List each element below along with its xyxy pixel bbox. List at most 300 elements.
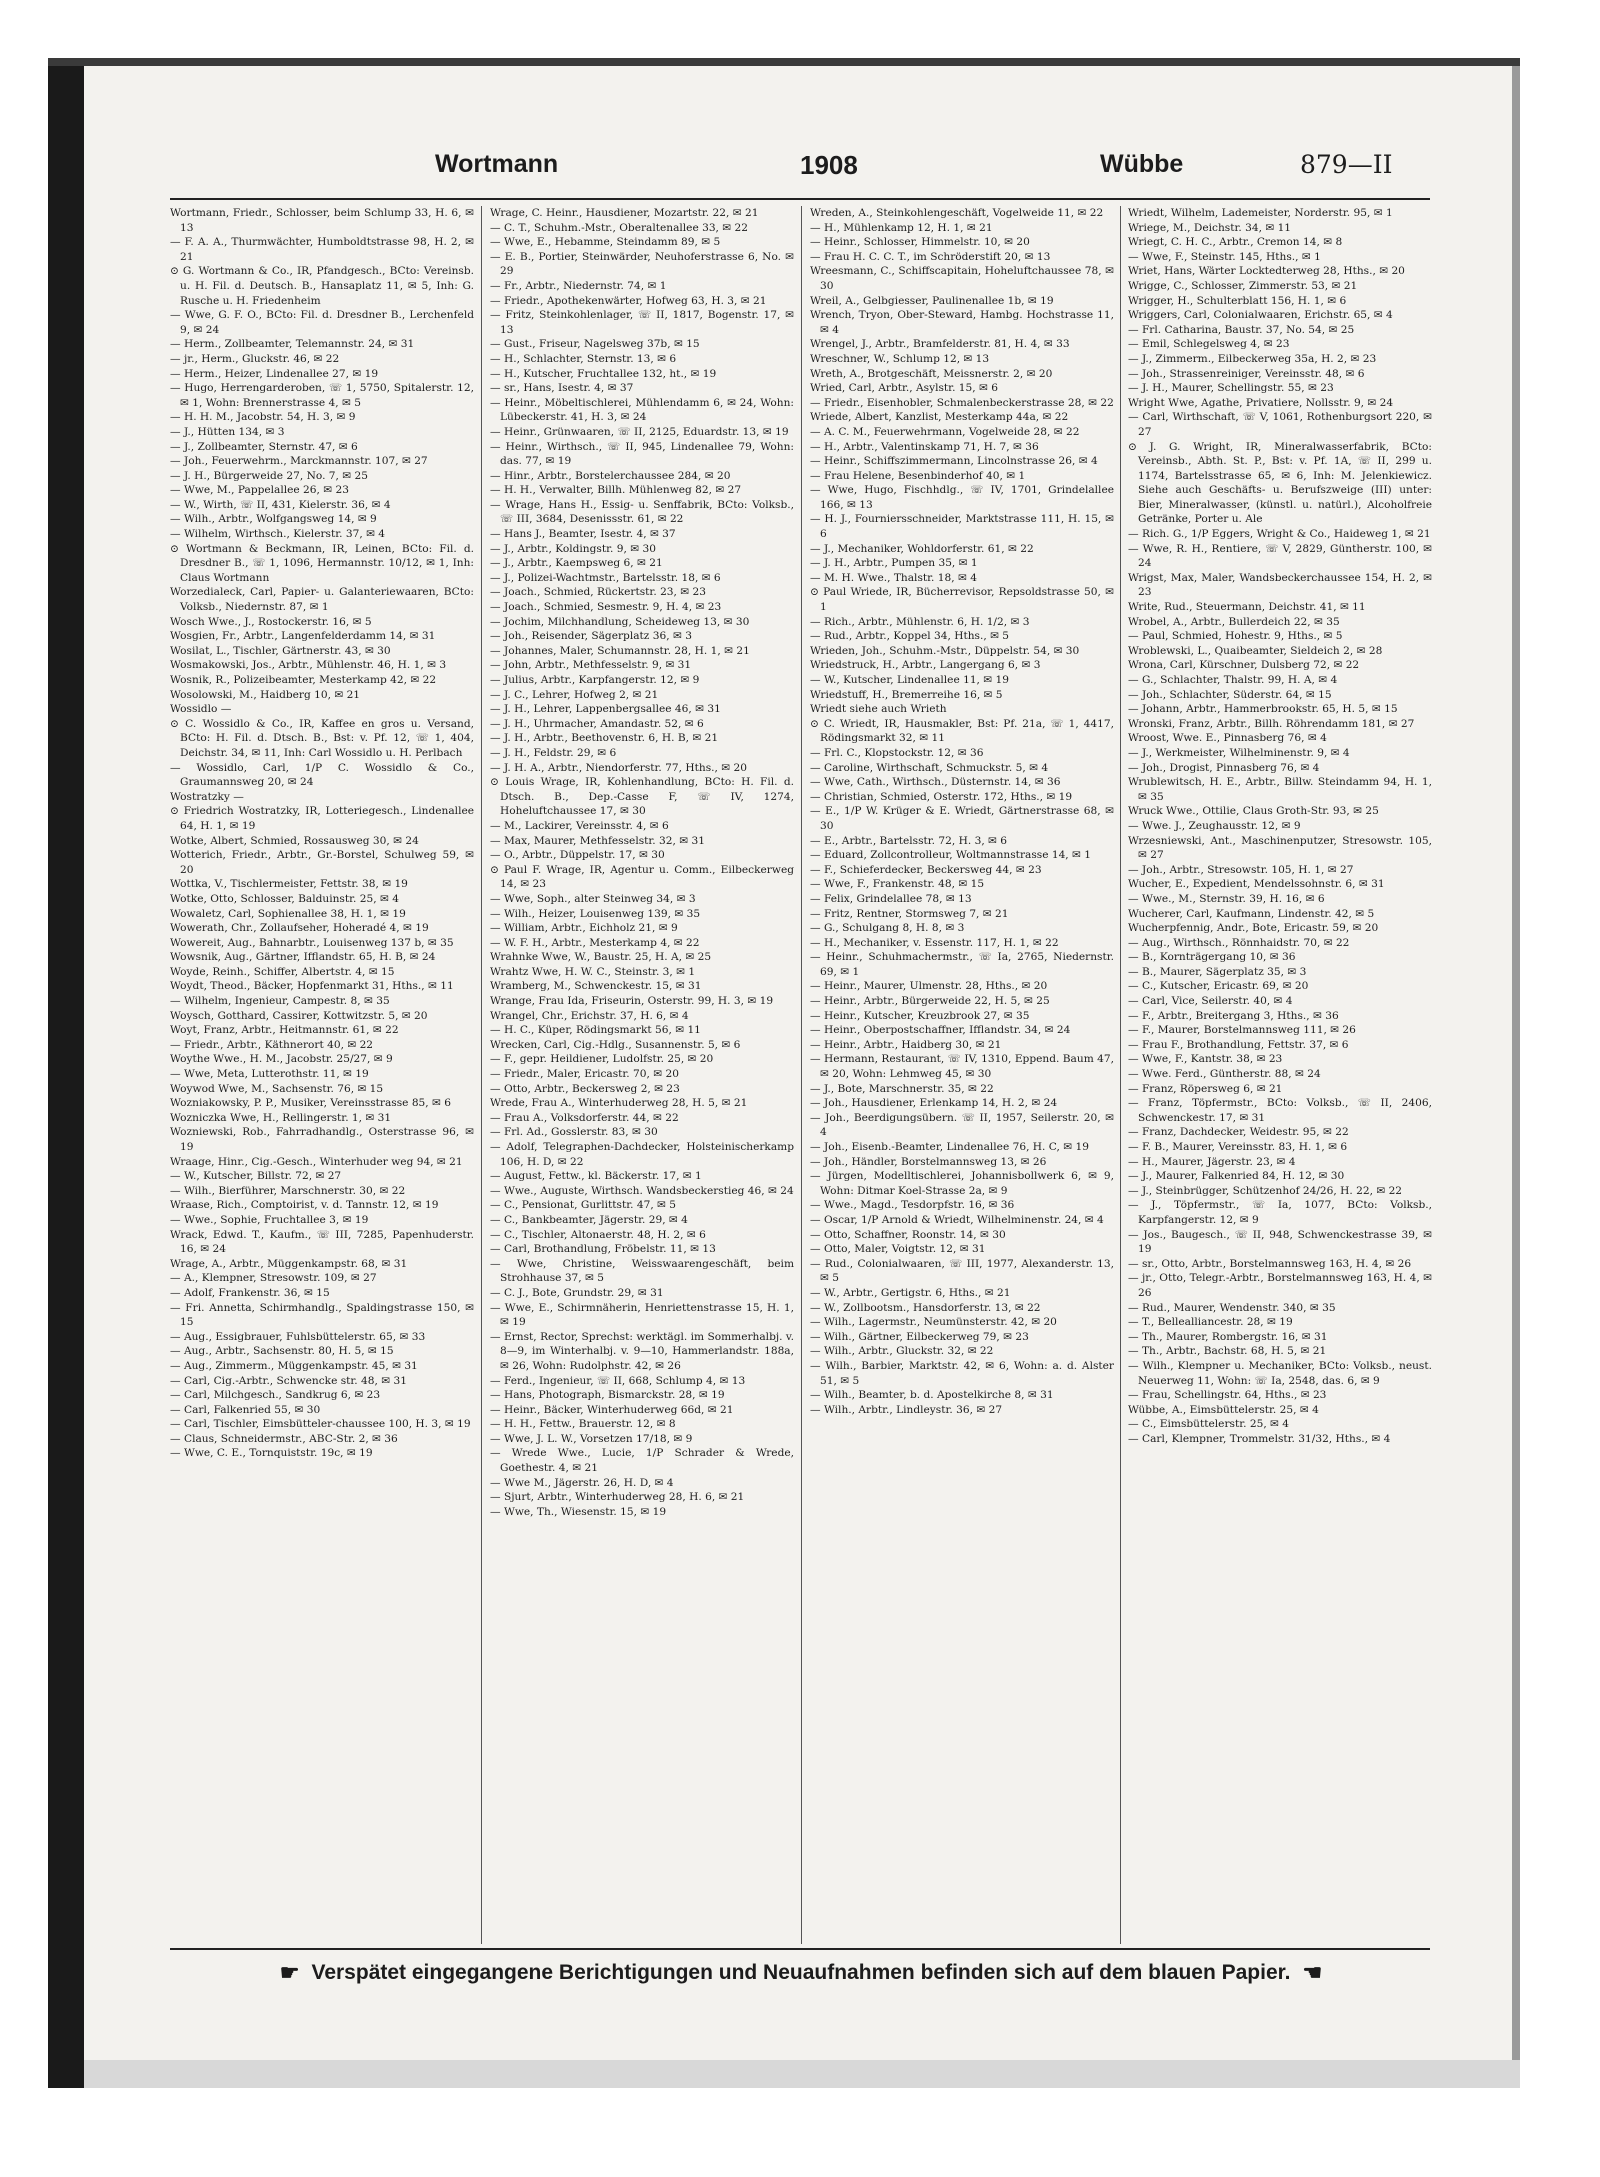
directory-entry: — Fritz, Rentner, Stormsweg 7, ✉ 21 [810,907,1009,920]
header-last-name: Wübbe [1100,150,1184,178]
directory-entry: Wozniakowsky, P. P., Musiker, Vereinsstrasse 85, ✉ 6 [170,1097,452,1110]
directory-entry: — Emil, Schlegelsweg 4, ✉ 23 [1128,338,1290,351]
header-first-name: Wortmann [435,150,559,178]
directory-entry: — sr., Hans, Isestr. 4, ✉ 37 [490,382,634,395]
directory-entry: — Claus, Schneidermstr., ABC-Str. 2, ✉ 36 [170,1432,398,1445]
directory-entry: Wrahtz Wwe, H. W. C., Steinstr. 3, ✉ 1 [490,965,696,978]
directory-entry: — Wilh., Lagermstr., Neumünsterstr. 42, ✉ 20 [810,1316,1057,1329]
directory-entry: — Wwe., Sophie, Fruchtallee 3, ✉ 19 [170,1213,369,1226]
directory-entry: — H. H., Verwalter, Billh. Mühlenweg 82, ✉ 27 [490,484,742,497]
directory-entry: ⊙ Paul F. Wrage, IR, Agentur u. Comm., Eilbeckerweg 14, ✉ 23 [490,863,794,891]
directory-entry: — sr., Otto, Arbtr., Borstelmannsweg 163, H. 4, ✉ 26 [1128,1257,1412,1270]
directory-entry: Wruck Wwe., Ottilie, Claus Groth-Str. 93, ✉ 25 [1128,805,1379,818]
directory-entry: — E., Arbtr., Bartelsstr. 72, H. 3, ✉ 6 [810,834,1008,847]
directory-entry: Wosch Wwe., J., Rostockerstr. 16, ✉ 5 [170,615,372,628]
directory-entry: — Fritz, Steinkohlenlager, ☏ II, 1817, Bogenstr. 17, ✉ 13 [490,309,794,336]
pointing-hand-right-icon: ☛ [279,1960,300,1985]
directory-entry: — Friedr., Arbtr., Käthnerort 40, ✉ 22 [170,1038,374,1051]
directory-entry: — J., Zimmerm., Eilbeckerweg 35a, H. 2, ✉ 23 [1128,352,1377,365]
directory-entry: — Fr., Arbtr., Niedernstr. 74, ✉ 1 [490,279,667,292]
directory-entry: — Joh., Arbtr., Stresowstr. 105, H. 1, ✉ 27 [1128,863,1354,876]
directory-entry: — J., Arbtr., Kaempsweg 6, ✉ 21 [490,557,663,570]
directory-entry: Wrage, A., Arbtr., Müggenkampstr. 68, ✉ 31 [170,1257,408,1270]
directory-entry: Wreil, A., Gelbgiesser, Paulinenallee 1b, ✉ 19 [810,294,1054,307]
directory-entry: — C. J., Bote, Grundstr. 29, ✉ 31 [490,1286,664,1299]
directory-entry: — H., Mechaniker, v. Essenstr. 117, H. 1, ✉ 22 [810,936,1059,949]
directory-entry: — J. C., Lehrer, Hofweg 2, ✉ 21 [490,688,659,701]
directory-entry: — Otto, Schaffner, Roonstr. 14, ✉ 30 [810,1228,1006,1241]
directory-entry: Wosilat, L., Tischler, Gärtnerstr. 43, ✉ 30 [170,644,391,657]
directory-entry: Wosolowski, M., Haidberg 10, ✉ 21 [170,688,361,701]
directory-entry: — J., Werkmeister, Wilhelminenstr. 9, ✉ 4 [1128,746,1350,759]
directory-entry: — C., Eimsbüttelerstr. 25, ✉ 4 [1128,1418,1290,1431]
directory-entry: — Hans J., Beamter, Isestr. 4, ✉ 37 [490,528,676,541]
directory-entry: — Carl, Tischler, Eimsbütteler-chaussee 100, H. 3, ✉ 19 [170,1418,471,1431]
directory-entry: — Heinr., Schlosser, Himmelstr. 10, ✉ 20 [810,236,1030,249]
directory-entry: — F., Maurer, Borstelmannsweg 111, ✉ 26 [1128,1024,1356,1037]
directory-entry: Wosmakowski, Jos., Arbtr., Mühlenstr. 46, H. 1, ✉ 3 [170,659,447,672]
directory-entry: — Heinr., Kutscher, Kreuzbrook 27, ✉ 35 [810,1009,1030,1022]
directory-entry: Wrigst, Max, Maler, Wandsbeckerchaussee 154, H. 2, ✉ 23 [1128,571,1432,599]
directory-entry: — Frl. C., Klopstockstr. 12, ✉ 36 [810,746,984,759]
directory-entry: Wrona, Carl, Kürschner, Dulsberg 72, ✉ 22 [1128,659,1360,672]
directory-entry: Wosnik, R., Polizeibeamter, Mesterkamp 42, ✉ 22 [170,674,437,686]
directory-entry: ⊙ Friedrich Wostratzky, IR, Lotteriegesch., Lindenallee 64, H. 1, ✉ 19 [170,805,474,832]
directory-entry: — H., Arbtr., Valentinskamp 71, H. 7, ✉ 36 [810,440,1039,453]
directory-entry: — Caroline, Wirthschaft, Schmuckstr. 5, ✉ 4 [810,761,1049,774]
directory-entry: — Wwe, M., Pappelallee 26, ✉ 23 [170,484,349,497]
directory-entry: — B., Kornträgergang 10, ✉ 36 [1128,951,1296,964]
directory-entry: ⊙ J. G. Wright, IR, Mineralwasserfabrik, BCto: Vereinsb., Abth. St. P., Bst: v. Pf. 1A, ☏ II, 299 u. 1174, Bartelsstrasse 65, ✉ 6, Inh: M. Jelenkiewicz. Siehe auch Geschäfts- u. Berufszweige (III) unter: Bier, Mineralwasser, (künstl. u. natürl.), Alcoholfreie Getränke, Porter u. Ale [1128,440,1432,526]
directory-entry: — Otto, Maler, Voigtstr. 12, ✉ 31 [810,1243,986,1256]
directory-entry: Wozniewski, Rob., Fahrradhandlg., Osterstrasse 96, ✉ 19 [170,1126,474,1153]
directory-entry: Wriede, Albert, Kanzlist, Mesterkamp 44a, ✉ 22 [810,411,1069,424]
directory-entry: — J., Steinbrügger, Schützenhof 24/26, H. 22, ✉ 22 [1128,1184,1403,1197]
directory-entry: — Adolf, Telegraphen-Dachdecker, Holsteinischerkamp 106, H. D, ✉ 22 [490,1141,794,1168]
directory-entry: — H., Kutscher, Fruchtallee 132, ht., ✉ 19 [490,367,717,380]
directory-entry: — J. H., Bürgerweide 27, No. 7, ✉ 25 [170,469,369,482]
directory-entry: — Ferd., Ingenieur, ☏ II, 668, Schlump 4, ✉ 13 [490,1374,746,1387]
directory-entry: Wriedt, Wilhelm, Lademeister, Norderstr. 95, ✉ 1 [1128,207,1393,219]
directory-entry: — Herm., Zollbeamter, Telemannstr. 24, ✉ 31 [170,338,415,351]
directory-entry: — Friedr., Maler, Ericastr. 70, ✉ 20 [490,1068,679,1081]
directory-entry: — F., Arbtr., Breitergang 3, Hths., ✉ 36 [1128,1009,1339,1022]
directory-entry: — H. J., Fourniersschneider, Marktstrasse 111, H. 15, ✉ 6 [810,513,1114,541]
directory-entry: — Wossidlo, Carl, 1/P C. Wossidlo & Co., Graumannsweg 20, ✉ 24 [170,761,474,789]
directory-entry: — Wwe., Magd., Tesdorpfstr. 16, ✉ 36 [810,1199,1015,1212]
directory-entry: — Wrede Wwe., Lucie, 1/P Schrader & Wrede, Goethestr. 4, ✉ 21 [490,1447,794,1475]
directory-entry: ⊙ Wortmann & Beckmann, IR, Leinen, BCto: Fil. d. Dresdner B., ☏ 1, 1096, Hermannstr. 10/12, ✉ 1, Inh: Claus Wortmann [170,542,474,584]
directory-entry: — Wwe, R. H., Rentiere, ☏ V, 2829, Güntherstr. 100, ✉ 24 [1128,542,1432,570]
header-year: 1908 [800,150,858,180]
directory-entry: — J., Mechaniker, Wohldorferstr. 61, ✉ 22 [810,542,1034,555]
directory-entry: — Wwe M., Jägerstr. 26, H. D, ✉ 4 [490,1476,674,1489]
directory-entry: — Heinr., Bäcker, Winterhuderweg 66d, ✉ 21 [490,1403,734,1416]
directory-entry: — G., Schulgang 8, H. 8, ✉ 3 [810,922,965,935]
directory-entry: Wrecken, Carl, Cig.-Hdlg., Susannenstr. 5, ✉ 6 [490,1038,741,1051]
directory-entry: — Joh., Hausdiener, Erlenkamp 14, H. 2, ✉ 24 [810,1097,1058,1110]
directory-entry: — John, Arbtr., Methfesselstr. 9, ✉ 31 [490,659,692,672]
column-divider [1120,206,1121,1944]
directory-entry: Wrublewitsch, H. E., Arbtr., Billw. Steindamm 94, H. 1, ✉ 35 [1128,776,1432,803]
footer-notice [170,1956,1432,1990]
directory-entry: — Carl, Milchgesch., Sandkrug 6, ✉ 23 [170,1389,381,1402]
directory-entry: Wrange, Frau Ida, Friseurin, Osterstr. 99, H. 3, ✉ 19 [490,995,774,1008]
directory-entry: — Carl, Cig.-Arbtr., Schwencke str. 48, ✉ 31 [170,1374,407,1387]
directory-entry: — Carl, Vice, Seilerstr. 40, ✉ 4 [1128,995,1293,1008]
running-header [170,150,1440,190]
directory-entry: — E. B., Portier, Steinwärder, Neuhoferstrasse 6, No. ✉ 29 [490,250,794,278]
directory-entry: — William, Arbtr., Eichholz 21, ✉ 9 [490,922,678,935]
directory-entry: Wucherer, Carl, Kaufmann, Lindenstr. 42, ✉ 5 [1128,907,1375,920]
directory-entry: ⊙ C. Wossidlo & Co., IR, Kaffee en gros u. Versand, BCto: H. Fil. d. Dtsch. B., Bst: v. Pf. 12, ☏ 1, 404, Deichstr. 34, ✉ 11, Inh: Carl Wossidlo u. H. Perlbach [170,717,474,759]
directory-entry: Wriggers, Carl, Colonialwaaren, Erichstr. 65, ✉ 4 [1128,309,1393,322]
directory-entry: — Franz, Dachdecker, Weidestr. 95, ✉ 22 [1128,1126,1349,1139]
directory-entry: — Heinr., Arbtr., Haidberg 30, ✉ 21 [810,1038,1002,1051]
directory-entry: — W., Kutscher, Lindenallee 11, ✉ 19 [810,674,1010,686]
directory-entry: — Otto, Arbtr., Beckersweg 2, ✉ 23 [490,1082,680,1095]
directory-entry: Wright Wwe, Agathe, Privatiere, Nollsstr. 9, ✉ 24 [1128,396,1394,409]
directory-entry: — Wilhelm, Wirthsch., Kielerstr. 37, ✉ 4 [170,528,386,541]
column-1 [170,206,474,1944]
directory-entry: — T., Bellealliancestr. 28, ✉ 19 [1128,1316,1293,1329]
directory-entry: — August, Fettw., kl. Bäckerstr. 17, ✉ 1 [490,1170,702,1183]
directory-entry: — Wwe, C. E., Tornquiststr. 19c, ✉ 19 [170,1447,373,1460]
directory-entry: Wreden, A., Steinkohlengeschäft, Vogelweide 11, ✉ 22 [810,207,1104,219]
right-page-edge [1512,66,1520,2086]
directory-entry: Wrede, Frau A., Winterhuderweg 28, H. 5, ✉ 21 [490,1097,748,1110]
directory-entry: Wriet, Hans, Wärter Locktedterweg 28, Hths., ✉ 20 [1128,265,1405,278]
directory-entry: ⊙ Louis Wrage, IR, Kohlenhandlung, BCto: H. Fil. d. Dtsch. B., Dep.-Casse F, ☏ IV, 1274, Hoheluftchaussee 17, ✉ 30 [490,776,794,818]
directory-entry: Wucherpfennig, Andr., Bote, Ericastr. 59, ✉ 20 [1128,922,1379,935]
directory-entry: — C. T., Schuhm.-Mstr., Oberaltenallee 33, ✉ 22 [490,221,749,234]
directory-entry: — Julius, Arbtr., Karpfangerstr. 12, ✉ 9 [490,674,700,686]
directory-entry: — M. H. Wwe., Thalstr. 18, ✉ 4 [810,571,977,584]
directory-entry: Wried, Carl, Arbtr., Asylstr. 15, ✉ 6 [810,382,999,395]
column-3 [810,206,1114,1944]
directory-entry: — Ernst, Rector, Sprechst: werktägl. im Sommerhalbj. v. 8—9, im Winterhalbj. v. 9—10, Hammerlandstr. 188a, ✉ 26, Wohn: Rudolphstr. 42, ✉ 26 [490,1330,794,1372]
directory-entry: — Joh., Strassenreiniger, Vereinsstr. 48, ✉ 6 [1128,367,1365,380]
directory-entry: — C., Kutscher, Ericastr. 69, ✉ 20 [1128,980,1309,993]
directory-entry: — Wwe, Th., Wiesenstr. 15, ✉ 19 [490,1505,667,1518]
directory-entry: — Rich. G., 1/P Eggers, Wright & Co., Haideweg 1, ✉ 21 [1128,528,1431,541]
directory-entry: — Carl, Falkenried 55, ✉ 30 [170,1403,321,1416]
directory-entry: — W., Wirth, ☏ II, 431, Kielerstr. 36, ✉ 4 [170,498,391,511]
directory-entry: — Wwe, F., Steinstr. 145, Hths., ✉ 1 [1128,250,1321,263]
column-2 [490,206,794,1944]
directory-entry: — Wwe, F., Frankenstr. 48, ✉ 15 [810,878,985,891]
directory-entry: Wroblewski, L., Quaibeamter, Sieldeich 2, ✉ 28 [1128,644,1383,657]
directory-entry: — Wwe, Christine, Weisswaarengeschäft, beim Strohhause 37, ✉ 5 [490,1257,794,1285]
directory-entry: Write, Rud., Steuermann, Deichstr. 41, ✉ 11 [1128,601,1366,614]
directory-entry: Wreschner, W., Schlump 12, ✉ 13 [810,352,990,365]
directory-entry: ⊙ G. Wortmann & Co., IR, Pfandgesch., BCto: Vereinsb. u. H. Fil. d. Deutsch. B., Hansaplatz 11, ✉ 5, Inh: G. Rusche u. H. Friedenheim [170,265,474,307]
directory-entry: Woyde, Reinh., Schiffer, Albertstr. 4, ✉ 15 [170,965,395,978]
directory-entry: Wreesmann, C., Schiffscapitain, Hoheluftchaussee 78, ✉ 30 [810,265,1114,292]
directory-entry: Wrengel, J., Arbtr., Bramfelderstr. 81, H. 4, ✉ 33 [810,338,1070,351]
directory-entry: — J., Polizei-Wachtmstr., Bartelsstr. 18, ✉ 6 [490,571,721,584]
directory-entry: Wortmann, Friedr., Schlosser, beim Schlump 33, H. 6, ✉ 13 [170,207,474,234]
directory-entry: — Wwe, Meta, Lutterothstr. 11, ✉ 19 [170,1068,369,1081]
directory-entry: — Joach., Schmied, Rückertstr. 23, ✉ 23 [490,586,707,599]
directory-entry: — Oscar, 1/P Arnold & Wriedt, Wilhelminenstr. 24, ✉ 4 [810,1213,1104,1226]
directory-entry: — A. C. M., Feuerwehrmann, Vogelweide 28, ✉ 22 [810,425,1080,438]
directory-entry: — Heinr., Wirthsch., ☏ II, 945, Lindenallee 79, Wohn: das. 77, ✉ 19 [490,440,794,468]
directory-entry: Wowerath, Chr., Zollaufseher, Hoheradé 4, ✉ 19 [170,922,429,935]
directory-entry: — H., Maurer, Jägerstr. 23, ✉ 4 [1128,1155,1296,1168]
directory-entry: Woysch, Gotthard, Cassirer, Kottwitzstr. 5, ✉ 20 [170,1009,428,1022]
directory-entry: — Heinr., Oberpostschaffner, Ifflandstr. 34, ✉ 24 [810,1024,1071,1037]
directory-entry: — C., Bankbeamter, Jägerstr. 29, ✉ 4 [490,1213,688,1226]
column-4 [1128,206,1432,1944]
directory-entry: — Fri. Annetta, Schirmhandlg., Spaldingstrasse 150, ✉ 15 [170,1301,474,1329]
directory-entry: — Aug., Arbtr., Sachsenstr. 80, H. 5, ✉ 15 [170,1345,394,1358]
directory-entry: — J. H., Lehrer, Lappenbergsallee 46, ✉ 31 [490,703,721,716]
directory-entry: Wronski, Franz, Arbtr., Billh. Röhrendamm 181, ✉ 27 [1128,717,1415,730]
directory-entry: Wossidlo — [170,703,232,716]
directory-entry: — Heinr., Arbtr., Bürgerweide 22, H. 5, ✉ 25 [810,995,1050,1008]
directory-entry: Woythe Wwe., H. M., Jacobstr. 25/27, ✉ 9 [170,1053,393,1066]
directory-entry: — Rich., Arbtr., Mühlenstr. 6, H. 1/2, ✉ 3 [810,615,1030,628]
directory-entry: — jr., Otto, Telegr.-Arbtr., Borstelmannsweg 163, H. 4, ✉ 26 [1128,1272,1432,1299]
directory-entry: — Joh., Reisender, Sägerplatz 36, ✉ 3 [490,630,692,643]
directory-entry: Wreth, A., Brotgeschäft, Meissnerstr. 2, ✉ 20 [810,367,1053,380]
directory-entry: — F., Schieferdecker, Beckersweg 44, ✉ 23 [810,863,1042,876]
directory-entry: — Wilh., Bierführer, Marschnerstr. 30, ✉ 22 [170,1184,406,1197]
directory-entry: — Heinr., Schuhmachermstr., ☏ Ia, 2765, Niedernstr. 69, ✉ 1 [810,951,1114,978]
directory-entry: — Joach., Schmied, Sesmestr. 9, H. 4, ✉ 23 [490,601,722,614]
directory-entry: — Wwe, E., Hebamme, Steindamm 89, ✉ 5 [490,236,721,249]
directory-entry: — Wwe, Cath., Wirthsch., Düsternstr. 14, ✉ 36 [810,776,1061,789]
directory-entry: — Wwe, E., Schirmnäherin, Henriettenstrasse 15, H. 1, ✉ 19 [490,1301,794,1329]
directory-entry: — J. H., Arbtr., Beethovenstr. 6, H. B, ✉ 21 [490,732,719,745]
directory-entry: — Wwe, Hugo, Fischhdlg., ☏ IV, 1701, Grindelallee 166, ✉ 13 [810,484,1114,511]
directory-entry: — Wilh., Gärtner, Eilbeckerweg 79, ✉ 23 [810,1330,1029,1343]
directory-entry: ⊙ Paul Wriede, IR, Bücherrevisor, Repsoldstrasse 50, ✉ 1 [810,586,1114,614]
directory-entry: — Wilh., Arbtr., Lindleystr. 36, ✉ 27 [810,1403,1003,1416]
directory-entry: Woydt, Theod., Bäcker, Hopfenmarkt 31, Hths., ✉ 11 [170,980,454,993]
directory-entry: — Frl. Catharina, Baustr. 37, No. 54, ✉ 25 [1128,323,1355,336]
directory-entry: — J., Arbtr., Koldingstr. 9, ✉ 30 [490,542,656,555]
directory-entry: Wrangel, Chr., Erichstr. 37, H. 6, ✉ 4 [490,1009,689,1022]
directory-entry: — Eduard, Zollcontrolleur, Woltmannstrasse 14, ✉ 1 [810,849,1092,862]
directory-entry: — Hermann, Restaurant, ☏ IV, 1310, Eppend. Baum 47, ✉ 20, Wohn: Lehmweg 45, ✉ 30 [810,1053,1114,1081]
directory-entry: — O., Arbtr., Düppelstr. 17, ✉ 30 [490,849,665,862]
directory-entry: — Johann, Arbtr., Hammerbrookstr. 65, H. 5, ✉ 15 [1128,703,1398,716]
directory-entry: — W. F. H., Arbtr., Mesterkamp 4, ✉ 22 [490,936,700,949]
directory-entry: Wübbe, A., Eimsbüttelerstr. 25, ✉ 4 [1128,1403,1319,1416]
directory-entry: — F. B., Maurer, Vereinsstr. 83, H. 1, ✉ 6 [1128,1141,1348,1153]
directory-entry: Wrigge, C., Schlosser, Zimmerstr. 53, ✉ 21 [1128,279,1358,292]
directory-entry: — Franz, Töpfermstr., BCto: Volksb., ☏ II, 2406, Schwenckestr. 17, ✉ 31 [1128,1097,1432,1124]
directory-entry: — Carl, Brothandlung, Fröbelstr. 11, ✉ 13 [490,1243,716,1256]
directory-entry: Wrobel, A., Arbtr., Bullerdeich 22, ✉ 35 [1128,615,1340,628]
header-rule [170,198,1430,200]
directory-entry: — J., Töpfermstr., ☏ Ia, 1077, BCto: Volksb., Karpfangerstr. 12, ✉ 9 [1128,1199,1432,1226]
directory-entry: — Gust., Friseur, Nagelsweg 37b, ✉ 15 [490,338,700,351]
directory-entry: — Wwe., Auguste, Wirthsch. Wandsbeckerstieg 46, ✉ 24 [490,1184,794,1197]
directory-entry: — H. H., Fettw., Brauerstr. 12, ✉ 8 [490,1418,676,1431]
top-page-edge [48,58,1520,66]
directory-entry: — Johannes, Maler, Schumannstr. 28, H. 1, ✉ 21 [490,644,750,657]
binding-edge [48,58,84,2088]
directory-entry: — E., 1/P W. Krüger & E. Wriedt, Gärtnerstrasse 68, ✉ 30 [810,805,1114,832]
directory-entry: — Friedr., Apothekenwärter, Hofweg 63, H. 3, ✉ 21 [490,294,767,307]
footer-text: Verspätet eingegangene Berichtigungen und Neuaufnahmen befinden sich auf dem blauen Papier. [311,1961,1291,1984]
directory-entry: — Wilh., Arbtr., Wolfgangsweg 14, ✉ 9 [170,513,377,526]
directory-entry: — Heinr., Maurer, Ulmenstr. 28, Hths., ✉ 20 [810,980,1048,993]
directory-entry: Wrigger, H., Schulterblatt 156, H. 1, ✉ 6 [1128,294,1347,307]
directory-entry: — Jochim, Milchhandlung, Scheideweg 13, ✉ 30 [490,615,750,628]
directory-entry: — Wilh., Klempner u. Mechaniker, BCto: Volksb., neust. Neuerweg 11, Wohn: ☏ Ia, 2548, das. 6, ✉ 9 [1128,1359,1432,1387]
directory-entry: Wramberg, M., Schwenckestr. 15, ✉ 31 [490,980,702,993]
directory-entry: Woywod Wwe, M., Sachsenstr. 76, ✉ 15 [170,1082,384,1095]
directory-entry: — J. H., Feldstr. 29, ✉ 6 [490,746,617,759]
directory-entry: — C., Tischler, Altonaerstr. 48, H. 2, ✉ 6 [490,1228,706,1241]
directory-entry: Wosgien, Fr., Arbtr., Langenfelderdamm 14, ✉ 31 [170,630,436,643]
directory-entry: Wostratzky — [170,790,244,803]
page-number: 879—II [1300,150,1393,179]
directory-entry: — Wilh., Heizer, Louisenweg 139, ✉ 35 [490,907,701,920]
directory-entry: — Felix, Grindelallee 78, ✉ 13 [810,892,972,905]
directory-entry: Wrzesniewski, Ant., Maschinenputzer, Stresowstr. 105, ✉ 27 [1128,834,1432,862]
directory-entry: — H. H. M., Jacobstr. 54, H. 3, ✉ 9 [170,411,356,424]
column-divider [481,206,482,1944]
directory-entry: — J., Bote, Marschnerstr. 35, ✉ 22 [810,1082,994,1095]
directory-entry: — F. A. A., Thurmwächter, Humboldtstrasse 98, H. 2, ✉ 21 [170,236,474,263]
directory-entry: Wowsnik, Aug., Gärtner, Ifflandstr. 65, H. B, ✉ 24 [170,951,436,964]
directory-entry: — Rud., Arbtr., Koppel 34, Hths., ✉ 5 [810,630,1010,643]
directory-entry: — Heinr., Möbeltischlerei, Mühlendamm 6, ✉ 24, Wohn: Lübeckerstr. 41, H. 3, ✉ 24 [490,396,794,424]
directory-entry: — Wwe, J. L. W., Vorsetzen 17/18, ✉ 9 [490,1432,693,1445]
directory-entry: Woyt, Franz, Arbtr., Heitmannstr. 61, ✉ 22 [170,1024,399,1037]
directory-entry: — Rud., Colonialwaaren, ☏ III, 1977, Alexanderstr. 13, ✉ 5 [810,1257,1114,1285]
directory-entry: — G., Schlachter, Thalstr. 99, H. A, ✉ 4 [1128,674,1338,686]
directory-entry: — Carl, Klempner, Trommelstr. 31/32, Hths., ✉ 4 [1128,1432,1391,1445]
directory-entry: — J. H., Maurer, Schellingstr. 55, ✉ 23 [1128,382,1334,395]
directory-entry: — Adolf, Frankenstr. 36, ✉ 15 [170,1286,330,1299]
directory-entry: — Aug., Zimmerm., Müggenkampstr. 45, ✉ 31 [170,1359,418,1372]
directory-entry: Wrage, C. Heinr., Hausdiener, Mozartstr. 22, ✉ 21 [490,207,759,219]
directory-entry: — Frau, Schellingstr. 64, Hths., ✉ 23 [1128,1389,1327,1402]
directory-entry: — Wilh., Arbtr., Gluckstr. 32, ✉ 22 [810,1345,994,1358]
directory-entry: — Aug., Essigbrauer, Fuhlsbüttelerstr. 65, ✉ 33 [170,1330,426,1343]
directory-entry: Wrieden, Joh., Schuhm.-Mstr., Düppelstr. 54, ✉ 30 [810,644,1080,657]
directory-entry: — B., Maurer, Sägerplatz 35, ✉ 3 [1128,965,1307,978]
directory-entry: — Joh., Beerdigungsübern. ☏ II, 1957, Seilerstr. 20, ✉ 4 [810,1111,1114,1139]
directory-entry: — Joh., Schlachter, Süderstr. 64, ✉ 15 [1128,688,1332,701]
directory-entry: — Heinr., Grünwaaren, ☏ II, 2125, Eduardstr. 13, ✉ 19 [490,425,789,438]
directory-entry: Wrench, Tryon, Ober-Steward, Hambg. Hochstrasse 11, ✉ 4 [810,309,1114,336]
directory-entry: — Max, Maurer, Methfesselstr. 32, ✉ 31 [490,834,705,847]
directory-entry: — Aug., Wirthsch., Rönnhaidstr. 70, ✉ 22 [1128,936,1350,949]
directory-entry: Wraage, Hinr., Cig.-Gesch., Winterhuder weg 94, ✉ 21 [170,1155,463,1168]
directory-entry: — Joh., Drogist, Pinnasberg 76, ✉ 4 [1128,761,1320,774]
directory-entry: — Carl, Wirthschaft, ☏ V, 1061, Rothenburgsort 220, ✉ 27 [1128,411,1432,438]
directory-entry: — Wwe. Ferd., Güntherstr. 88, ✉ 24 [1128,1068,1321,1081]
directory-entry: — Wrage, Hans H., Essig- u. Senffabrik, BCto: Volksb., ☏ III, 3684, Desenissstr. 61, ✉ 22 [490,498,794,526]
bottom-page-edge [84,2060,1520,2088]
directory-entry: — Hugo, Herrengarderoben, ☏ 1, 5750, Spitalerstr. 12, ✉ 1, Wohn: Brennerstrasse 4, ✉ 5 [170,382,474,409]
directory-entry: — Th., Arbtr., Bachstr. 68, H. 5, ✉ 21 [1128,1345,1327,1358]
directory-entry: Wotke, Albert, Schmied, Rossausweg 30, ✉ 24 [170,834,419,847]
directory-entry: Wriedt siehe auch Wrieth [810,703,947,716]
directory-entry: — Sjurt, Arbtr., Winterhuderweg 28, H. 6, ✉ 21 [490,1491,745,1504]
directory-entry: — H., Mühlenkamp 12, H. 1, ✉ 21 [810,221,993,234]
directory-entry: — Joh., Händler, Borstelmannsweg 13, ✉ 26 [810,1155,1047,1168]
directory-entry: — Herm., Heizer, Lindenallee 27, ✉ 19 [170,367,379,380]
directory-entry: — Wwe., M., Sternstr. 39, H. 16, ✉ 6 [1128,892,1325,905]
directory-entry: — J. H. A., Arbtr., Niendorferstr. 77, Hths., ✉ 20 [490,761,747,774]
directory-entry: — Wilhelm, Ingenieur, Campestr. 8, ✉ 35 [170,995,390,1008]
directory-entry: — Frau Helene, Besenbinderhof 40, ✉ 1 [810,469,1026,482]
directory-entry: — Frau A., Volksdorferstr. 44, ✉ 22 [490,1111,679,1124]
directory-entry: — Christian, Schmied, Osterstr. 172, Hths., ✉ 19 [810,790,1073,803]
pointing-hand-left-icon: ☚ [1302,1960,1323,1985]
directory-entry: — Wwe, G. F. O., BCto: Fil. d. Dresdner B., Lerchenfeld 9, ✉ 24 [170,309,474,336]
directory-entry: — W., Arbtr., Gertigstr. 6, Hths., ✉ 21 [810,1286,1011,1299]
directory-entry: — Wwe, F., Kantstr. 38, ✉ 23 [1128,1053,1283,1066]
directory-entry: — Hinr., Arbtr., Borstelerchaussee 284, ✉ 20 [490,469,731,482]
directory-entry: — J. H., Uhrmacher, Amandastr. 52, ✉ 6 [490,717,704,730]
footer-rule [170,1948,1430,1950]
directory-entry: Wriedstruck, H., Arbtr., Langergang 6, ✉ 3 [810,659,1041,672]
directory-entry: Wowaletz, Carl, Sophienallee 38, H. 1, ✉ 19 [170,907,406,920]
directory-entry: — Friedr., Eisenhobler, Schmalenbeckerstrasse 28, ✉ 22 [810,396,1114,409]
directory-entry: Wotke, Otto, Schlosser, Balduinstr. 25, ✉ 4 [170,892,399,905]
directory-entry: Wottka, V., Tischlermeister, Fettstr. 38, ✉ 19 [170,878,408,891]
directory-entry: — Heinr., Schiffszimmermann, Lincolnstrasse 26, ✉ 4 [810,455,1098,468]
directory-entry: — Frau H. C. C. T., im Schröderstift 20, ✉ 13 [810,250,1051,263]
directory-entry: — Frl. Ad., Gosslerstr. 83, ✉ 30 [490,1126,658,1139]
directory-entry: — J., Hütten 134, ✉ 3 [170,425,285,438]
directory-entry: Wraase, Rich., Comptoirist, v. d. Tannstr. 12, ✉ 19 [170,1199,439,1212]
directory-entry: — Th., Maurer, Rombergstr. 16, ✉ 31 [1128,1330,1328,1343]
directory-entry: — J., Zollbeamter, Sternstr. 47, ✉ 6 [170,440,358,453]
directory-entry: — Wilh., Beamter, b. d. Apostelkirche 8, ✉ 31 [810,1389,1054,1402]
directory-entry: — A., Klempner, Stresowstr. 109, ✉ 27 [170,1272,377,1285]
directory-entry: Wriege, M., Deichstr. 34, ✉ 11 [1128,221,1292,234]
directory-entry: — Joh., Eisenb.-Beamter, Lindenallee 76, H. C, ✉ 19 [810,1141,1089,1153]
directory-entry: — W., Kutscher, Billstr. 72, ✉ 27 [170,1170,342,1183]
directory-entry: — C., Pensionat, Gurlittstr. 47, ✉ 5 [490,1199,677,1212]
directory-entry: — Hans, Photograph, Bismarckstr. 28, ✉ 19 [490,1389,725,1402]
directory-entry: Wrack, Edwd. T., Kaufm., ☏ III, 7285, Papenhuderstr. 16, ✉ 24 [170,1228,474,1256]
directory-entry: — Franz, Röpersweg 6, ✉ 21 [1128,1082,1283,1095]
directory-entry: — Joh., Feuerwehrm., Marckmannstr. 107, ✉ 27 [170,455,428,468]
directory-entry: — H., Schlachter, Sternstr. 13, ✉ 6 [490,352,677,365]
directory-entry: — Rud., Maurer, Wendenstr. 340, ✉ 35 [1128,1301,1336,1314]
directory-entry: — Wilh., Barbier, Marktstr. 42, ✉ 6, Wohn: a. d. Alster 51, ✉ 5 [810,1359,1114,1387]
directory-entry: Wotterich, Friedr., Arbtr., Gr.-Borstel, Schulweg 59, ✉ 20 [170,849,474,876]
directory-entry: — H. C., Küper, Rödingsmarkt 56, ✉ 11 [490,1024,701,1037]
directory-entry: Wrahnke Wwe, W., Baustr. 25, H. A, ✉ 25 [490,951,712,964]
column-divider [801,206,802,1944]
directory-entry: Worzedialeck, Carl, Papier- u. Galanteriewaaren, BCto: Volksb., Niedernstr. 87, ✉ 1 [170,586,474,614]
directory-entry: — W., Zollbootsm., Hansdorferstr. 13, ✉ 22 [810,1301,1041,1314]
directory-entry: — Jürgen, Modelltischlerei, Johannisbollwerk 6, ✉ 9, Wohn: Ditmar Koel-Strasse 2a, ✉ 9 [810,1170,1114,1197]
directory-entry: ⊙ C. Wriedt, IR, Hausmakler, Bst: Pf. 21a, ☏ 1, 4417, Rödingsmarkt 32, ✉ 11 [810,717,1114,745]
directory-entry: — M., Lackirer, Vereinsstr. 4, ✉ 6 [490,819,669,832]
directory-entry: Wriedstuff, H., Bremerreihe 16, ✉ 5 [810,688,1003,701]
directory-entry: — Wwe, Soph., alter Steinweg 34, ✉ 3 [490,892,696,905]
directory-entry: Wucher, E., Expedient, Mendelssohnstr. 6, ✉ 31 [1128,878,1385,891]
directory-entry: — J., Maurer, Falkenried 84, H. 12, ✉ 30 [1128,1170,1345,1183]
directory-entry: Wozniczka Wwe, H., Rellingerstr. 1, ✉ 31 [170,1111,392,1124]
directory-entry: Wroost, Wwe. E., Pinnasberg 76, ✉ 4 [1128,732,1327,745]
directory-entry: Wriegt, C. H. C., Arbtr., Cremon 14, ✉ 8 [1128,236,1343,249]
directory-entry: — F., gepr. Heildiener, Ludolfstr. 25, ✉ 20 [490,1053,714,1066]
